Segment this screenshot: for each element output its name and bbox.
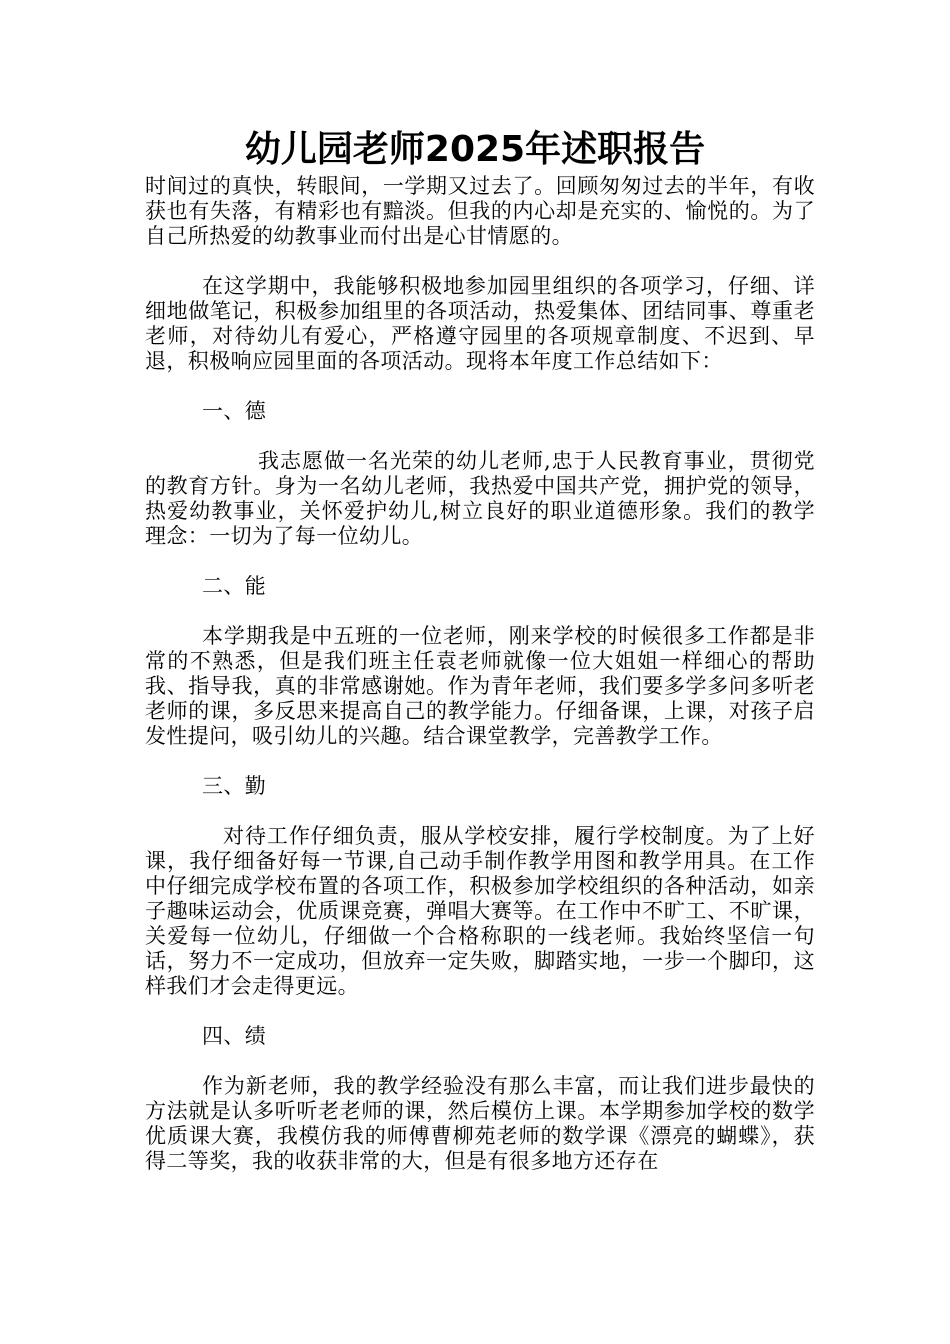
overview-paragraph: 在这学期中，我能够积极地参加园里组织的各项学习，仔细、详细地做笔记，积极参加组里的各项活动，热爱集体、团结同事、尊重老老师，对待幼儿有爱心，严格遵守园里的各项规章制度、不迟到、早退，积极响应园里面的各项活动。现将本年度工作总结如下： <box>145 274 815 373</box>
section-heading-de: 一、德 <box>202 399 267 423</box>
section-text-de: 我志愿做一名光荣的幼儿老师,忠于人民教育事业，贯彻党的教育方针。身为一名幼儿老师，我热爱中国共产党，拥护党的领导，热爱幼教事业，关怀爱护幼儿,树立良好的职业道德形象。我们的教学理念：一切为了每一位幼儿。 <box>145 449 815 548</box>
document-body <box>145 174 815 1199</box>
section-text-ji: 作为新老师，我的教学经验没有那么丰富，而让我们进步最快的方法就是认多听听老老师的课，然后模仿上课。本学期参加学校的数学优质课大赛，我模仿我的师傅曹柳苑老师的数学课《漂亮的蝴蝶》，获得二等奖，我的收获非常的大，但是有很多地方还存在 <box>145 1074 815 1173</box>
section-heading-ji: 四、绩 <box>202 1024 267 1048</box>
section-heading-qin: 三、勤 <box>202 774 267 798</box>
intro-paragraph: 时间过的真快，转眼间，一学期又过去了。回顾匆匆过去的半年，有收获也有失落，有精彩也有黯淡。但我的内心却是充实的、愉悦的。为了自己所热爱的幼教事业而付出是心甘情愿的。 <box>145 174 815 248</box>
section-heading-neng: 二、能 <box>202 574 267 598</box>
section-text-qin: 对待工作仔细负责，服从学校安排，履行学校制度。为了上好课，我仔细备好每一节课,自己动手制作教学用图和教学用具。在工作中仔细完成学校布置的各项工作，积极参加学校组织的各种活动，如亲子趣味运动会，优质课竞赛，弹唱大赛等。在工作中不旷工、不旷课，关爱每一位幼儿，仔细做一个合格称职的一线老师。我始终坚信一句话，努力不一定成功，但放弃一定失败，脚踏实地，一步一个脚印，这样我们才会走得更远。 <box>145 824 815 998</box>
document-title: 幼儿园老师2025年述职报告 <box>244 129 706 170</box>
section-text-neng: 本学期我是中五班的一位老师，刚来学校的时候很多工作都是非常的不熟悉，但是我们班主任袁老师就像一位大姐姐一样细心的帮助我、指导我，真的非常感谢她。作为青年老师，我们要多学多问多听老老师的课，多反思来提高自己的教学能力。仔细备课，上课，对孩子启发性提问，吸引幼儿的兴趣。结合课堂教学，完善教学工作。 <box>145 624 815 748</box>
